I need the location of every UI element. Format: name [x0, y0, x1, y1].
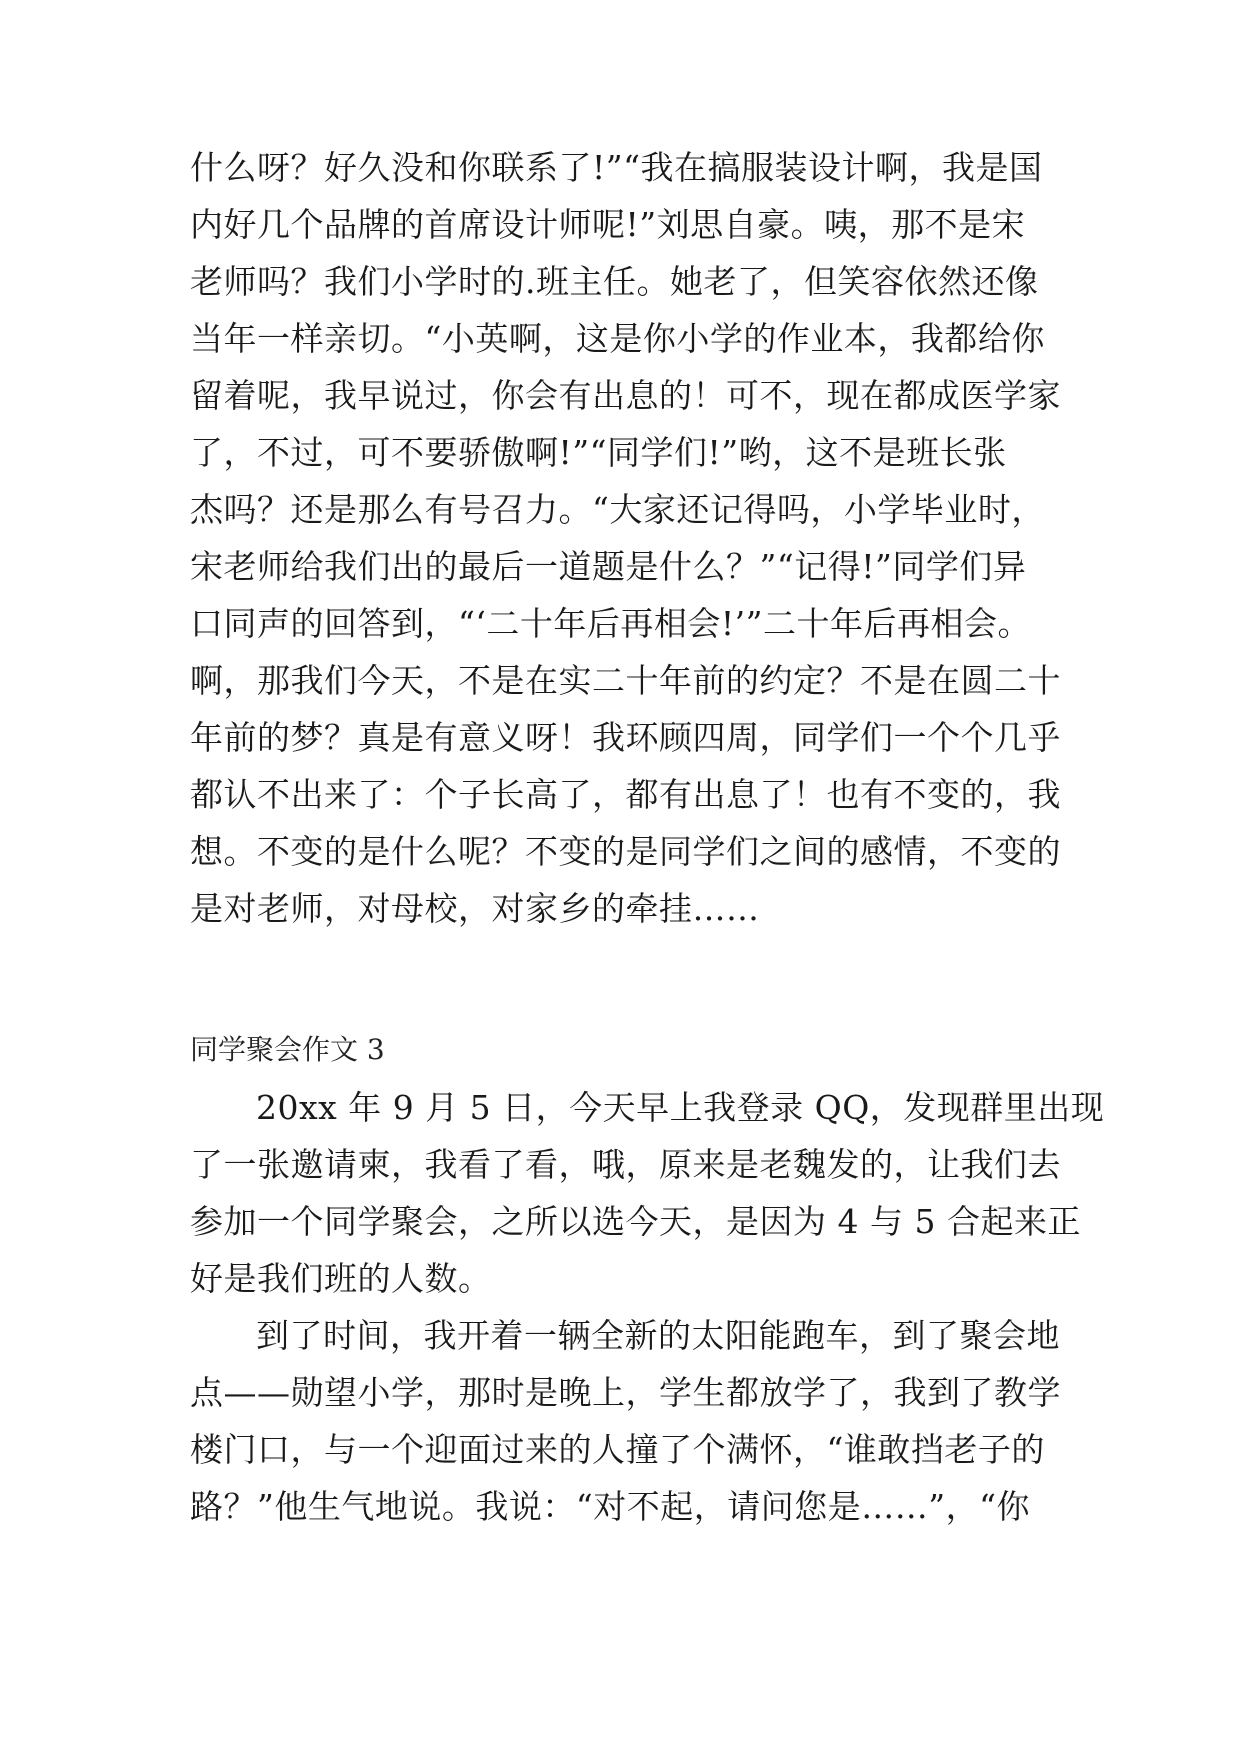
text-line: 内好几个品牌的首席设计师呢!”刘思自豪。咦，那不是宋 [190, 205, 1026, 244]
text-line: 年前的梦？真是有意义呀！我环顾四周，同学们一个个几乎 [190, 718, 1061, 757]
text-line: 20xx 年 9 月 5 日，今天早上我登录 QQ，发现群里出现 [256, 1088, 1105, 1127]
section-title: 同学聚会作文 3 [190, 1033, 385, 1066]
text-line: 当年一样亲切。“小英啊，这是你小学的作业本，我都给你 [190, 319, 1045, 358]
text-line: 了一张邀请柬，我看了看，哦，原来是老魏发的，让我们去 [190, 1145, 1061, 1184]
text-line: 参加一个同学聚会，之所以选今天，是因为 4 与 5 合起来正 [190, 1202, 1081, 1241]
text-line: 杰吗？还是那么有号召力。“大家还记得吗，小学毕业时， [190, 490, 1045, 529]
text-line: 好是我们班的人数。 [190, 1259, 492, 1298]
text-line: 点——勋望小学，那时是晚上，学生都放学了，我到了教学 [190, 1373, 1061, 1412]
text-line: 路？”他生气地说。我说：“对不起，请问您是……”，“你 [190, 1487, 1030, 1526]
text-line: 是对老师，对母校，对家乡的牵挂…… [190, 889, 760, 928]
text-line: 想。不变的是什么呢？不变的是同学们之间的感情，不变的 [190, 832, 1061, 871]
text-line: 到了时间，我开着一辆全新的太阳能跑车，到了聚会地 [256, 1316, 1060, 1355]
text-line: 啊，那我们今天，不是在实二十年前的约定？不是在圆二十 [190, 661, 1061, 700]
text-line: 宋老师给我们出的最后一道题是什么？”“记得!”同学们异 [190, 547, 1027, 586]
text-line: 留着呢，我早说过，你会有出息的！可不，现在都成医学家 [190, 376, 1061, 415]
text-line: 楼门口，与一个迎面过来的人撞了个满怀，“谁敢挡老子的 [190, 1430, 1045, 1469]
text-line: 什么呀？好久没和你联系了!”“我在搞服装设计啊，我是国 [190, 148, 1043, 187]
text-line: 口同声的回答到，“‘二十年后再相会!’”二十年后再相会。 [190, 604, 1031, 643]
text-line: 老师吗？我们小学时的.班主任。她老了，但笑容依然还像 [190, 262, 1039, 301]
text-line: 都认不出来了：个子长高了，都有出息了！也有不变的，我 [190, 775, 1061, 814]
text-line: 了，不过，可不要骄傲啊!”“同学们!”哟，这不是班长张 [190, 433, 1007, 472]
